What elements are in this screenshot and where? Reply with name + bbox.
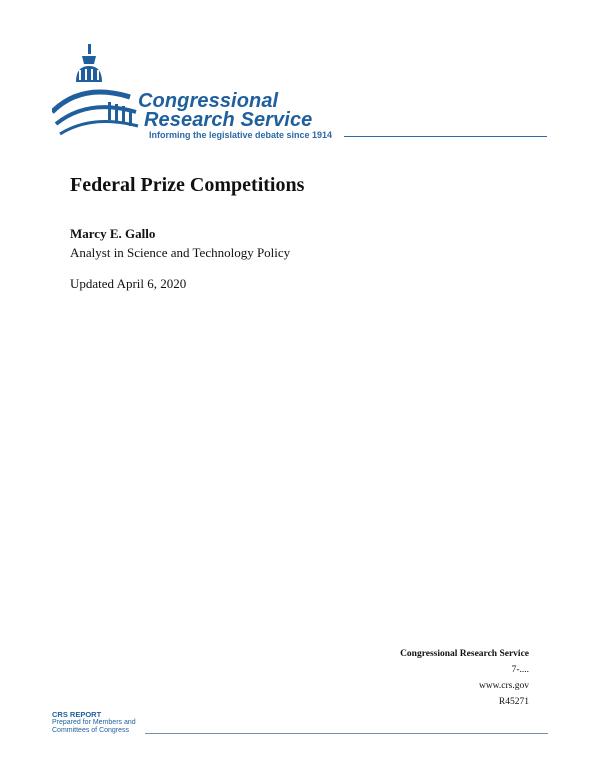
crs-website: www.crs.gov [478,681,529,691]
logo-tagline: Informing the legislative debate since 1914 [149,130,333,140]
author-title: Analyst in Science and Technology Policy [70,245,291,260]
footer-rule [145,733,548,734]
logo-name-line1: Congressional [138,90,279,112]
updated-date: Updated April 6, 2020 [70,276,187,291]
capitol-dome-icon [52,42,142,142]
footer-crs-report: CRS REPORT [52,710,102,719]
crs-org-name: Congressional Research Service [400,649,529,659]
logo-name-line2: Research Service [144,109,313,131]
footer [52,711,548,735]
tagline-rule [344,136,547,137]
author-name: Marcy E. Gallo [70,226,156,241]
crs-info-block [400,646,529,710]
footer-prepared-for: Prepared for Members and [52,719,136,726]
footer-committees: Committees of Congress [52,727,130,734]
report-number: R45271 [498,697,529,707]
crs-code: 7-.... [511,665,529,675]
report-title: Federal Prize Competitions [70,174,305,196]
crs-logo [52,42,552,152]
